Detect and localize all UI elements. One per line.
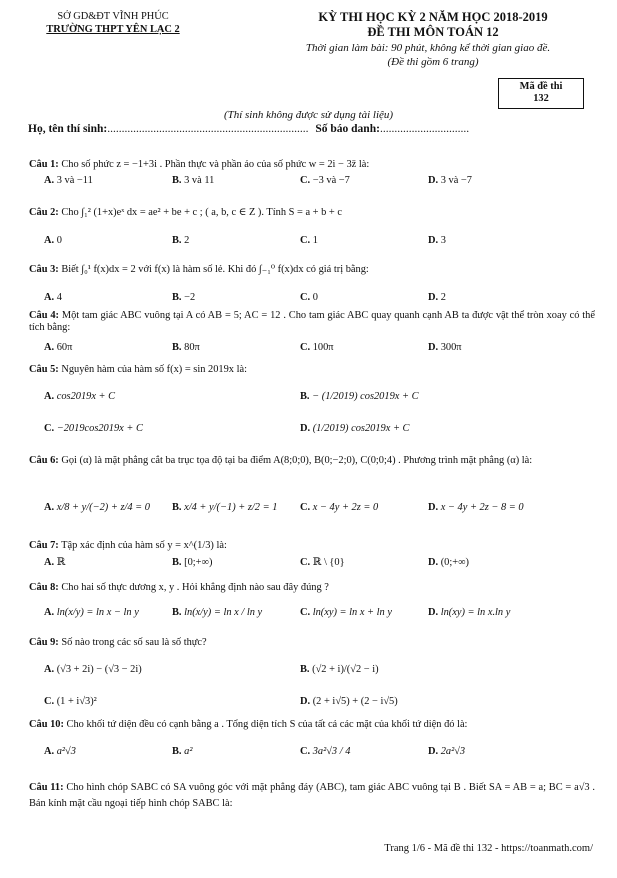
question-6 xyxy=(29,453,595,469)
q9-option-c: C. (1 + i√3)² xyxy=(44,696,97,707)
q2-option-a: A. 0 xyxy=(44,235,62,246)
q3-option-c: C. 0 xyxy=(300,292,318,303)
q6-option-c: C. x − 4y + 2z = 0 xyxy=(300,502,379,513)
candidate-name-line xyxy=(28,123,469,136)
candidate-name-dots: ...................................................................... xyxy=(107,123,309,135)
q6-option-d: D. x − 4y + 2z − 8 = 0 xyxy=(428,502,524,513)
page-footer: Trang 1/6 - Mã đề thi 132 - https://toanmath.com/ xyxy=(384,843,593,854)
q8-option-b: B. ln(x/y) = ln x / ln y xyxy=(172,607,263,618)
question-11 xyxy=(29,780,595,812)
question-text: Số nào trong các số sau là số thực? xyxy=(61,637,207,648)
q1-option-a: A. 3 và −11 xyxy=(44,175,93,186)
question-label: Câu 8: xyxy=(29,582,59,593)
question-8 xyxy=(29,582,595,594)
no-materials-note: (Thí sinh không được sử dụng tài liệu) xyxy=(223,109,394,121)
q9-option-b: B. (√2 + i)/(√2 − i) xyxy=(300,664,379,675)
q3-option-a: A. 4 xyxy=(44,292,62,303)
q4-option-b: B. 80π xyxy=(172,342,200,353)
q4-option-d: D. 300π xyxy=(428,342,462,353)
q1-option-d: D. 3 và −7 xyxy=(428,175,472,186)
q6-option-b: B. x/4 + y/(−1) + z/2 = 1 xyxy=(172,502,278,513)
question-text: Biết ∫₀¹ f(x)dx = 2 với f(x) là hàm số lẻ. Khi đó ∫₋₁⁰ f(x)dx có giá trị bằng: xyxy=(61,264,369,275)
q2-option-d: D. 3 xyxy=(428,235,446,246)
q4-option-c: C. 100π xyxy=(300,342,334,353)
question-label: Câu 7: xyxy=(29,540,59,551)
question-label: Câu 4: xyxy=(29,310,59,321)
q7-option-a: A. ℝ xyxy=(44,557,66,568)
q4-option-a: A. 60π xyxy=(44,342,73,353)
exam-code-box xyxy=(498,78,584,109)
question-1 xyxy=(29,159,595,171)
question-text: Cho hình chóp SABC có SA vuông góc với mặt phẳng đáy (ABC), tam giác ABC vuông tại B . Biết SA = AB = a; BC = a√3 . Bán kính mặt cầu ngoại tiếp hình chóp SABC là: xyxy=(29,782,595,810)
question-4 xyxy=(29,310,595,334)
question-text: Một tam giác ABC vuông tại A có AB = 5; AC = 12 . Cho tam giác ABC quay quanh cạnh AB ta được vật thể tròn xoay có thể tích bằng: xyxy=(29,310,595,333)
question-7 xyxy=(29,540,595,552)
q2-option-c: C. 1 xyxy=(300,235,318,246)
q5-option-b: B. − (1/2019) cos2019x + C xyxy=(300,391,419,402)
question-text: Cho hai số thực dương x, y . Hỏi khẳng định nào sau đây đúng ? xyxy=(61,582,329,593)
question-3 xyxy=(29,264,595,276)
q5-option-c: C. −2019cos2019x + C xyxy=(44,423,143,434)
question-label: Câu 5: xyxy=(29,364,59,375)
question-label: Câu 1: xyxy=(29,159,59,170)
q10-option-d: D. 2a²√3 xyxy=(428,746,466,757)
exam-code-label: Mã đề thi xyxy=(519,81,563,92)
q2-option-b: B. 2 xyxy=(172,235,190,246)
exam-code: 132 xyxy=(533,92,549,104)
candidate-name-label: Họ, tên thí sinh: xyxy=(28,123,108,135)
school-name: TRƯỜNG THPT YÊN LẠC 2 xyxy=(46,24,180,35)
candidate-id-label: Số báo danh: xyxy=(315,123,380,135)
question-10 xyxy=(29,719,595,731)
question-text: Gọi (α) là mặt phẳng cắt ba trục tọa độ tại ba điểm A(8;0;0), B(0;−2;0), C(0;0;4) . Phương trình mặt phẳng (α) là: xyxy=(61,455,533,466)
question-text: Cho số phức z = −1+3i . Phần thực và phần ảo của số phức w = 2i − 3z̄ là: xyxy=(61,159,370,170)
candidate-id-dots: ............................... xyxy=(379,123,470,135)
q10-option-c: C. 3a²√3 / 4 xyxy=(300,746,351,757)
question-text: Nguyên hàm của hàm số f(x) = sin 2019x là: xyxy=(61,364,247,375)
q8-option-c: C. ln(xy) = ln x + ln y xyxy=(300,607,392,618)
q1-option-b: B. 3 và 11 xyxy=(172,175,215,186)
dept-name: SỞ GD&ĐT VĨNH PHÚC xyxy=(57,11,169,22)
question-9 xyxy=(29,637,595,649)
q5-option-a: A. cos2019x + C xyxy=(44,391,116,402)
q7-option-c: C. ℝ \ {0} xyxy=(300,557,345,568)
question-label: Câu 9: xyxy=(29,637,59,648)
exam-title: KỲ THI HỌC KỲ 2 NĂM HỌC 2018-2019 xyxy=(318,10,548,24)
q3-option-d: D. 2 xyxy=(428,292,446,303)
q10-option-a: A. a²√3 xyxy=(44,746,76,757)
q7-option-b: B. [0;+∞) xyxy=(172,557,213,568)
q10-option-b: B. a² xyxy=(172,746,193,757)
q9-option-d: D. (2 + i√5) + (2 − i√5) xyxy=(300,696,398,707)
question-5 xyxy=(29,364,595,376)
q9-option-a: A. (√3 + 2i) − (√3 − 2i) xyxy=(44,664,142,675)
question-label: Câu 3: xyxy=(29,264,59,275)
question-label: Câu 2: xyxy=(29,207,59,218)
q8-option-d: D. ln(xy) = ln x.ln y xyxy=(428,607,511,618)
page-count: (Đề thi gồm 6 trang) xyxy=(387,56,479,68)
q8-option-a: A. ln(x/y) = ln x − ln y xyxy=(44,607,139,618)
q6-option-a: A. x/8 + y/(−2) + z/4 = 0 xyxy=(44,502,150,513)
question-label: Câu 6: xyxy=(29,455,59,466)
question-label: Câu 10: xyxy=(29,719,64,730)
question-text: Cho khối tứ diện đều có cạnh bằng a . Tổng diện tích S của tất cả các mặt của khối tứ diện đó là: xyxy=(66,719,468,730)
q3-option-b: B. −2 xyxy=(172,292,196,303)
q5-option-d: D. (1/2019) cos2019x + C xyxy=(300,423,410,434)
time-note: Thời gian làm bài: 90 phút, không kể thời gian giao đề. xyxy=(305,42,551,54)
q7-option-d: D. (0;+∞) xyxy=(428,557,469,568)
question-label: Câu 11: xyxy=(29,782,64,793)
question-2 xyxy=(29,207,595,219)
question-text: Cho ∫₁² (1+x)eˣ dx = ae² + be + c ; ( a, b, c ∈ Z ). Tính S = a + b + c xyxy=(61,207,342,218)
q1-option-c: C. −3 và −7 xyxy=(300,175,350,186)
question-text: Tập xác định của hàm số y = x^(1/3) là: xyxy=(61,540,227,551)
subject-title: ĐỀ THI MÔN TOÁN 12 xyxy=(367,25,499,39)
